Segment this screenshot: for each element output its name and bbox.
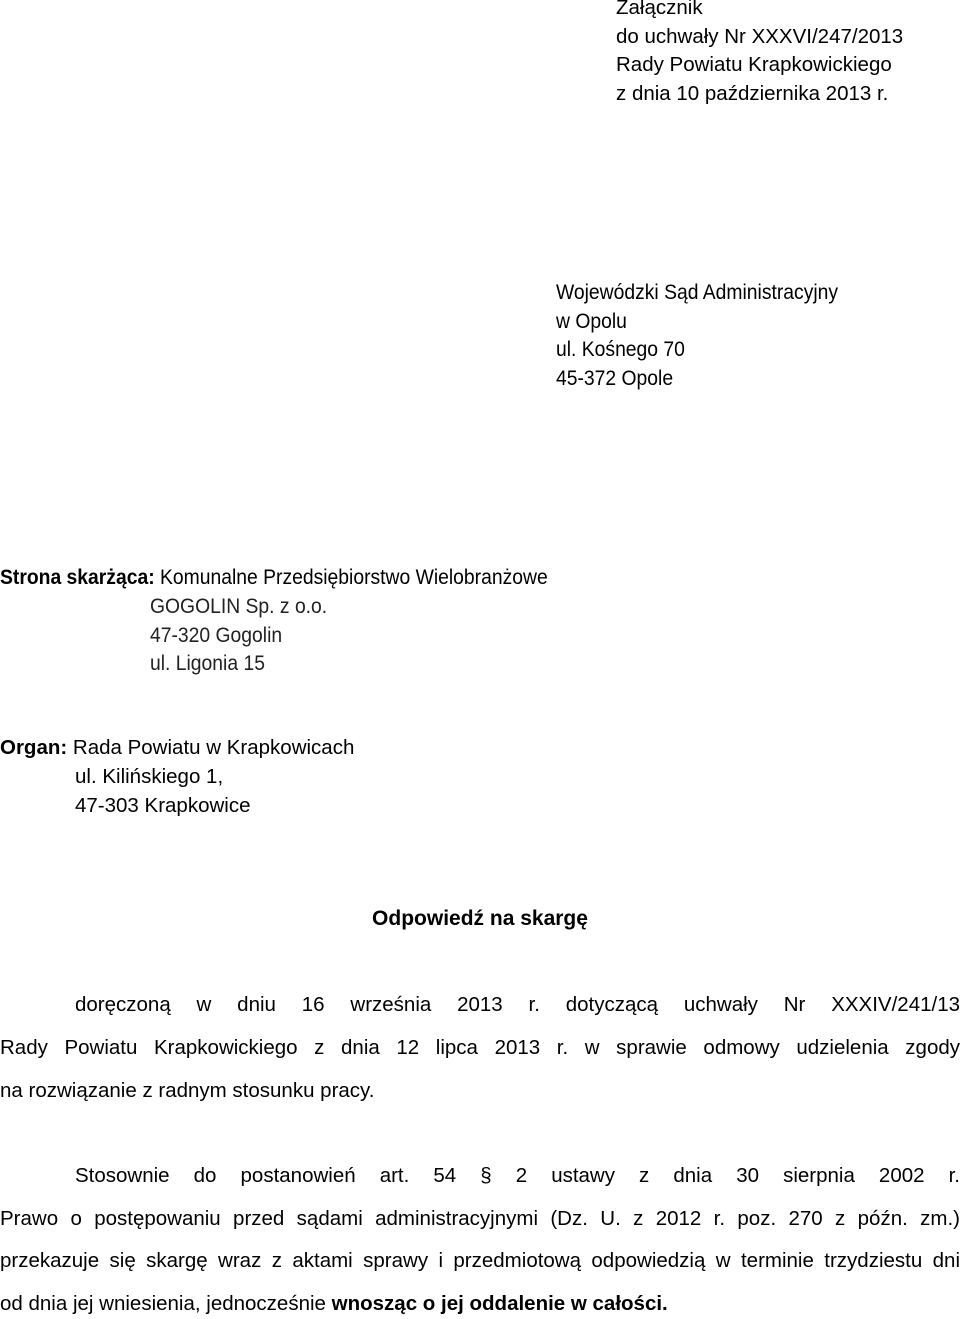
paragraph-line: Rady Powiatu Krapkowickiego z dnia 12 lipca 2013 r. w sprawie odmowy udzielenia zgody [0,1036,960,1059]
addressee-block [556,279,838,393]
attachment-line: do uchwały Nr XXXVI/247/2013 [616,24,904,48]
attachment-line: Rady Powiatu Krapkowickiego [616,53,892,76]
paragraph-line [0,1289,668,1319]
addressee-line: w Opolu [556,309,627,333]
complainant-block [0,564,548,593]
organ-line: 47-303 Krapkowice [75,793,251,817]
paragraph-line: Prawo o postępowaniu przed sądami administracyjnymi (Dz. U. z 2012 r. poz. 270 z późn. zm.) [0,1207,960,1230]
paragraph-line: przekazuje się skargę wraz z aktami sprawy i przedmiotową odpowiedzią w terminie trzydziestu dni [0,1249,960,1272]
closing-text: od dnia jej wniesienia, jednocześnie [0,1292,326,1315]
complainant-name: Komunalne Przedsiębiorstwo Wielobranżowe [160,566,548,589]
complainant-line: ul. Ligonia 15 [150,652,265,675]
attachment-line: z dnia 10 października 2013 r. [616,81,889,105]
paragraph-line: na rozwiązanie z radnym stosunku pracy. [0,1079,375,1102]
addressee-line: Wojewódzki Sąd Administracyjny [556,281,839,304]
attachment-line: Załącznik [616,0,703,19]
organ-label: Organ: [0,736,68,759]
addressee-line: 45-372 Opole [556,366,674,390]
organ-address [75,763,251,820]
complainant-line: GOGOLIN Sp. z o.o. [150,595,328,618]
complainant-label: Strona skarżąca: [0,566,155,589]
paragraph-line: doręczoną w dniu 16 września 2013 r. dotyczącą uchwały Nr XXXIV/241/13 [75,993,960,1016]
paragraph-line: Stosownie do postanowień art. 54 § 2 ustawy z dnia 30 sierpnia 2002 r. [75,1164,960,1187]
complainant-address [150,593,327,679]
document-title: Odpowiedź na skargę [372,907,588,930]
complainant-line: 47-320 Gogolin [150,623,283,647]
addressee-line: ul. Kośnego 70 [556,338,685,361]
organ-line: ul. Kilińskiego 1, [75,765,224,788]
organ-name: Rada Powiatu w Krapkowicach [72,736,355,759]
closing-request: wnosząc o jej oddalenie w całości. [331,1292,668,1315]
organ-block [0,734,354,763]
attachment-header [616,0,903,108]
